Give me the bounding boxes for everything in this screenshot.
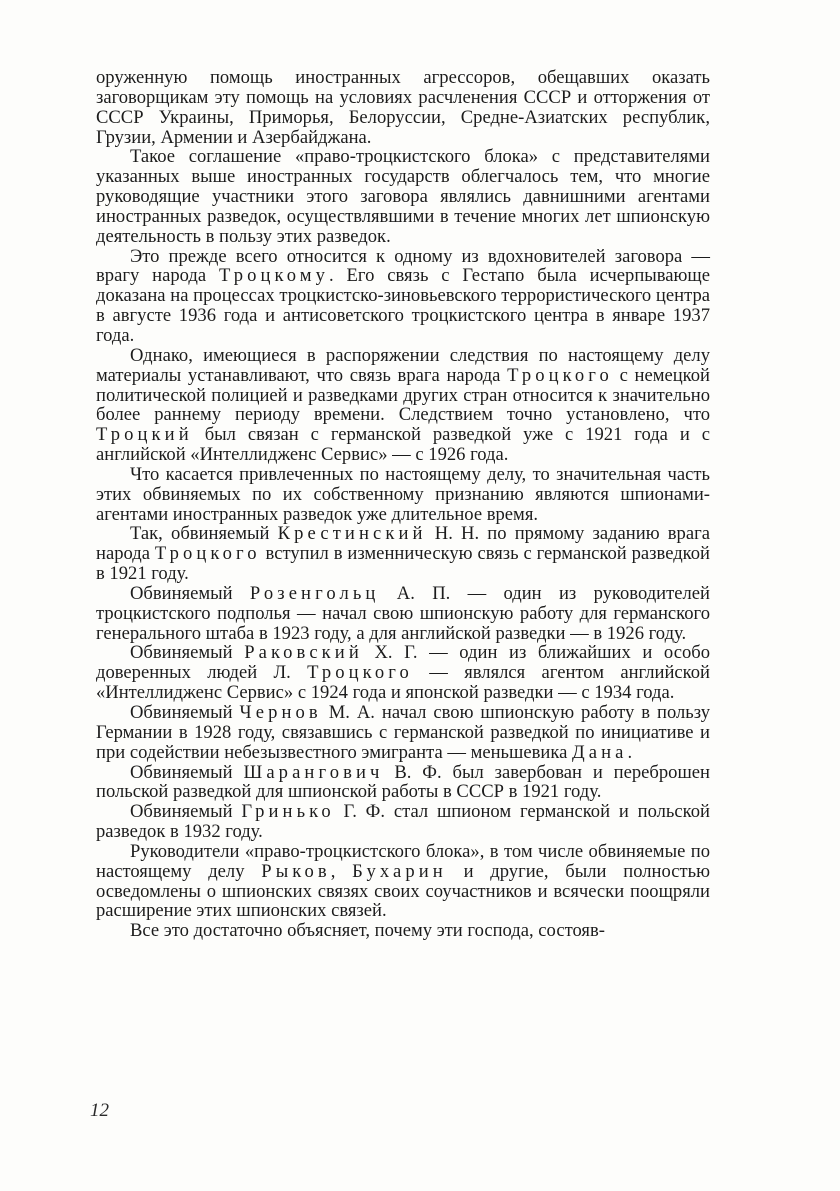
text-run: В. Ф. был завербован и переброшен польской разведкой для шпионской работы в СССР в 1921 году. bbox=[96, 761, 711, 803]
spaced-name: Шарангович bbox=[243, 761, 384, 783]
text-run: Что касается привлеченных по настоящему делу, то значительная часть этих обвиняемых по их собственному признанию являются шпионами-агентами иностранных разведок уже длительное время. bbox=[96, 463, 710, 525]
text-run: А. П. — один из руководителей троцкистского подполья — начал свою шпионскую работу для германского генерального штаба в 1923 году, а для английской разведки — в 1926 году. bbox=[96, 582, 710, 644]
spaced-name: Рыков bbox=[261, 860, 331, 882]
text-run: Это прежде всего относится к одному из вдохновителей заговора — врагу народа bbox=[96, 245, 710, 287]
text-run: . Его связь с Гестапо была исчерпывающе доказана на процессах троцкистско-зиновьевского террористического центра в августе 1936 года и антисоветского троцкистского центра в январе 1937 года. bbox=[96, 265, 711, 346]
paragraph bbox=[96, 346, 710, 465]
text-run: Обвиняемый bbox=[130, 702, 240, 723]
spaced-name: Троцкого bbox=[507, 364, 613, 386]
paragraph bbox=[96, 247, 710, 346]
spaced-name: Троцкого bbox=[307, 662, 413, 684]
text-run: Такое соглашение «право-троцкистского блока» с представителями указанных выше иностранных государств облегчалось тем, что многие руководящие участники этого заговора являлись давнишними агентами иностранных разведок, осуществлявшими в течение многих лет шпионскую деятельность в пользу этих разведок. bbox=[96, 146, 710, 247]
spaced-name: Дана bbox=[572, 741, 628, 763]
text-run: . bbox=[627, 741, 633, 763]
spaced-name: Раковский bbox=[244, 642, 363, 664]
paragraph bbox=[96, 147, 710, 246]
text-run: оруженную помощь иностранных агрессоров, обещавших оказать заговорщикам эту помощь на условиях расчленения СССР и отторжения от СССР Украины, Приморья, Белоруссии, Средне-Азиатских республик, Грузии, Армении и Азербайджана. bbox=[96, 67, 710, 148]
spaced-name: Крестинский bbox=[277, 523, 427, 545]
paragraph bbox=[96, 842, 710, 921]
text-run: Однако, имеющиеся в распоряжении следствия по настоящему делу материалы устанавливают, что связь врага народа bbox=[96, 344, 710, 386]
paragraph bbox=[96, 524, 710, 584]
text-run: Обвиняемый bbox=[130, 761, 244, 783]
spaced-name: Троцкого bbox=[154, 543, 261, 565]
text-run: Обвиняемый bbox=[130, 582, 250, 604]
paragraph bbox=[96, 643, 710, 703]
text-run: Н. Н. по прямому заданию врага народа bbox=[96, 523, 710, 565]
spaced-name: Бухарин bbox=[352, 860, 447, 882]
page-number: 12 bbox=[90, 1100, 109, 1121]
text-run: Обвиняемый bbox=[130, 642, 245, 664]
spaced-name: Чернов bbox=[239, 702, 322, 723]
text-run: Обвиняемый bbox=[130, 801, 242, 823]
text-run: Х. Г. — один из ближайших и особо доверенных людей Л. bbox=[96, 642, 711, 684]
text-run: М. А. начал свою шпионскую работу в пользу Германии в 1928 году, связавшись с германской разведкой по инициативе и при содействии небезызвестного эмигранта — меньшевика bbox=[96, 702, 711, 763]
spaced-name: Розенгольц bbox=[249, 582, 380, 604]
text-run: — являлся агентом английской «Интеллидженс Сервис» с 1924 года и японской разведки — с 1934 года. bbox=[96, 662, 710, 704]
spaced-name: Троцкий bbox=[96, 424, 193, 446]
text-run: , bbox=[330, 860, 353, 882]
paragraph bbox=[96, 763, 710, 803]
text-run: Г. Ф. стал шпионом германской и польской разведок в 1932 году. bbox=[96, 801, 710, 843]
body-text bbox=[96, 68, 710, 941]
paragraph bbox=[96, 703, 710, 763]
text-run: и другие, были полностью осведомлены о шпионских связях своих соучастников и всячески поощряли расширение этих шпионских связей. bbox=[96, 860, 710, 922]
spaced-name: Троцкому bbox=[219, 265, 330, 287]
text-run: Так, обвиняемый bbox=[130, 523, 278, 545]
text-run: вступил в изменническую связь с германской разведкой в 1921 году. bbox=[96, 543, 710, 585]
spaced-name: Гринько bbox=[241, 801, 335, 823]
text-run: Все это достаточно объясняет, почему эти господа, состояв- bbox=[130, 920, 605, 942]
text-run: был связан с германской разведкой уже с 1921 года и с английской «Интеллидженс Сервис» — с 1926 года. bbox=[96, 424, 710, 466]
paragraph bbox=[96, 68, 710, 147]
paragraph bbox=[96, 802, 710, 842]
paragraph bbox=[96, 465, 710, 525]
text-run: Руководители «право-троцкистского блока», в том числе обвиняемые по настоящему делу bbox=[96, 840, 710, 882]
text-run: с немецкой политической полицией и разведками других стран относится к значительно более раннему периоду времени. Следствием точно установлено, что bbox=[96, 364, 711, 426]
paragraph bbox=[96, 921, 710, 941]
paragraph bbox=[96, 584, 710, 644]
